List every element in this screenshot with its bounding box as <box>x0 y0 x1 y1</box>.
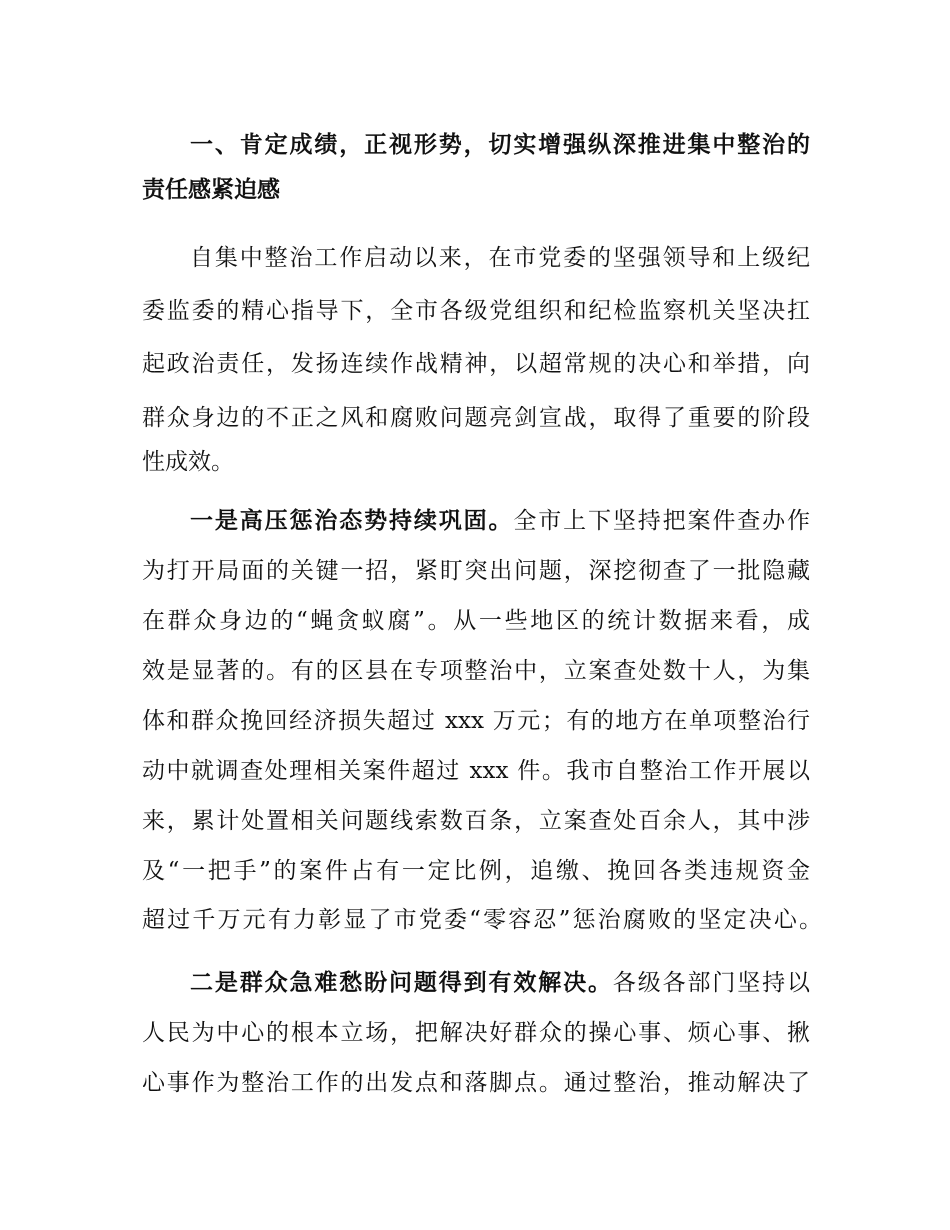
paragraph-2-first-line <box>190 501 810 541</box>
paragraph-2-line: 动中就调查处理相关案件超过 xxx 件。我市自整治工作开展以 <box>142 758 810 784</box>
section-heading-line-2: 责任感紧迫感 <box>142 177 280 203</box>
paragraph-2-lead: 一是高压惩治态势持续巩固。 <box>190 508 514 534</box>
paragraph-2-line: 超过千万元有力彰显了市党委“零容忍”惩治腐败的坚定决心。 <box>142 907 822 933</box>
paragraph-3-first-rest: 各级各部门坚持以 <box>612 970 810 996</box>
paragraph-2-line: 体和群众挽回经济损失超过 xxx 万元；有的地方在单项整治行 <box>142 708 810 734</box>
paragraph-2-line: 在群众身边的“蝇贪蚁腐”。从一些地区的统计数据来看，成 <box>142 608 810 634</box>
paragraph-3-first-line <box>190 963 810 1003</box>
paragraph-2-line: 为打开局面的关键一招，紧盯突出问题，深挖彻查了一批隐藏 <box>142 558 810 584</box>
paragraph-2-line: 及“一把手”的案件占有一定比例，追缴、挽回各类违规资金 <box>142 858 810 884</box>
paragraph-1-line: 自集中整治工作启动以来，在市党委的坚强领导和上级纪 <box>190 245 810 271</box>
paragraph-3-line: 心事作为整治工作的出发点和落脚点。通过整治，推动解决了 <box>142 1070 810 1096</box>
paragraph-2-line: 效是显著的。有的区县在专项整治中，立案查处数十人，为集 <box>142 658 810 684</box>
paragraph-1-line: 起政治责任，发扬连续作战精神，以超常规的决心和举措，向 <box>142 351 810 377</box>
paragraph-1-line: 委监委的精心指导下，全市各级党组织和纪检监察机关坚决扛 <box>142 298 810 324</box>
section-heading-line-1: 一、肯定成绩，正视形势，切实增强纵深推进集中整治的 <box>190 132 810 158</box>
paragraph-1-line: 性成效。 <box>142 449 234 475</box>
paragraph-2-first-rest: 全市上下坚持把案件查办作 <box>513 508 810 534</box>
paragraph-2-line: 来，累计处置相关问题线索数百条，立案查处百余人，其中涉 <box>142 808 810 834</box>
paragraph-3-line: 人民为中心的根本立场，把解决好群众的操心事、烦心事、揪 <box>142 1020 810 1046</box>
paragraph-1-line: 群众身边的不正之风和腐败问题亮剑宣战，取得了重要的阶段 <box>142 405 810 431</box>
paragraph-3-lead: 二是群众急难愁盼问题得到有效解决。 <box>190 970 613 996</box>
